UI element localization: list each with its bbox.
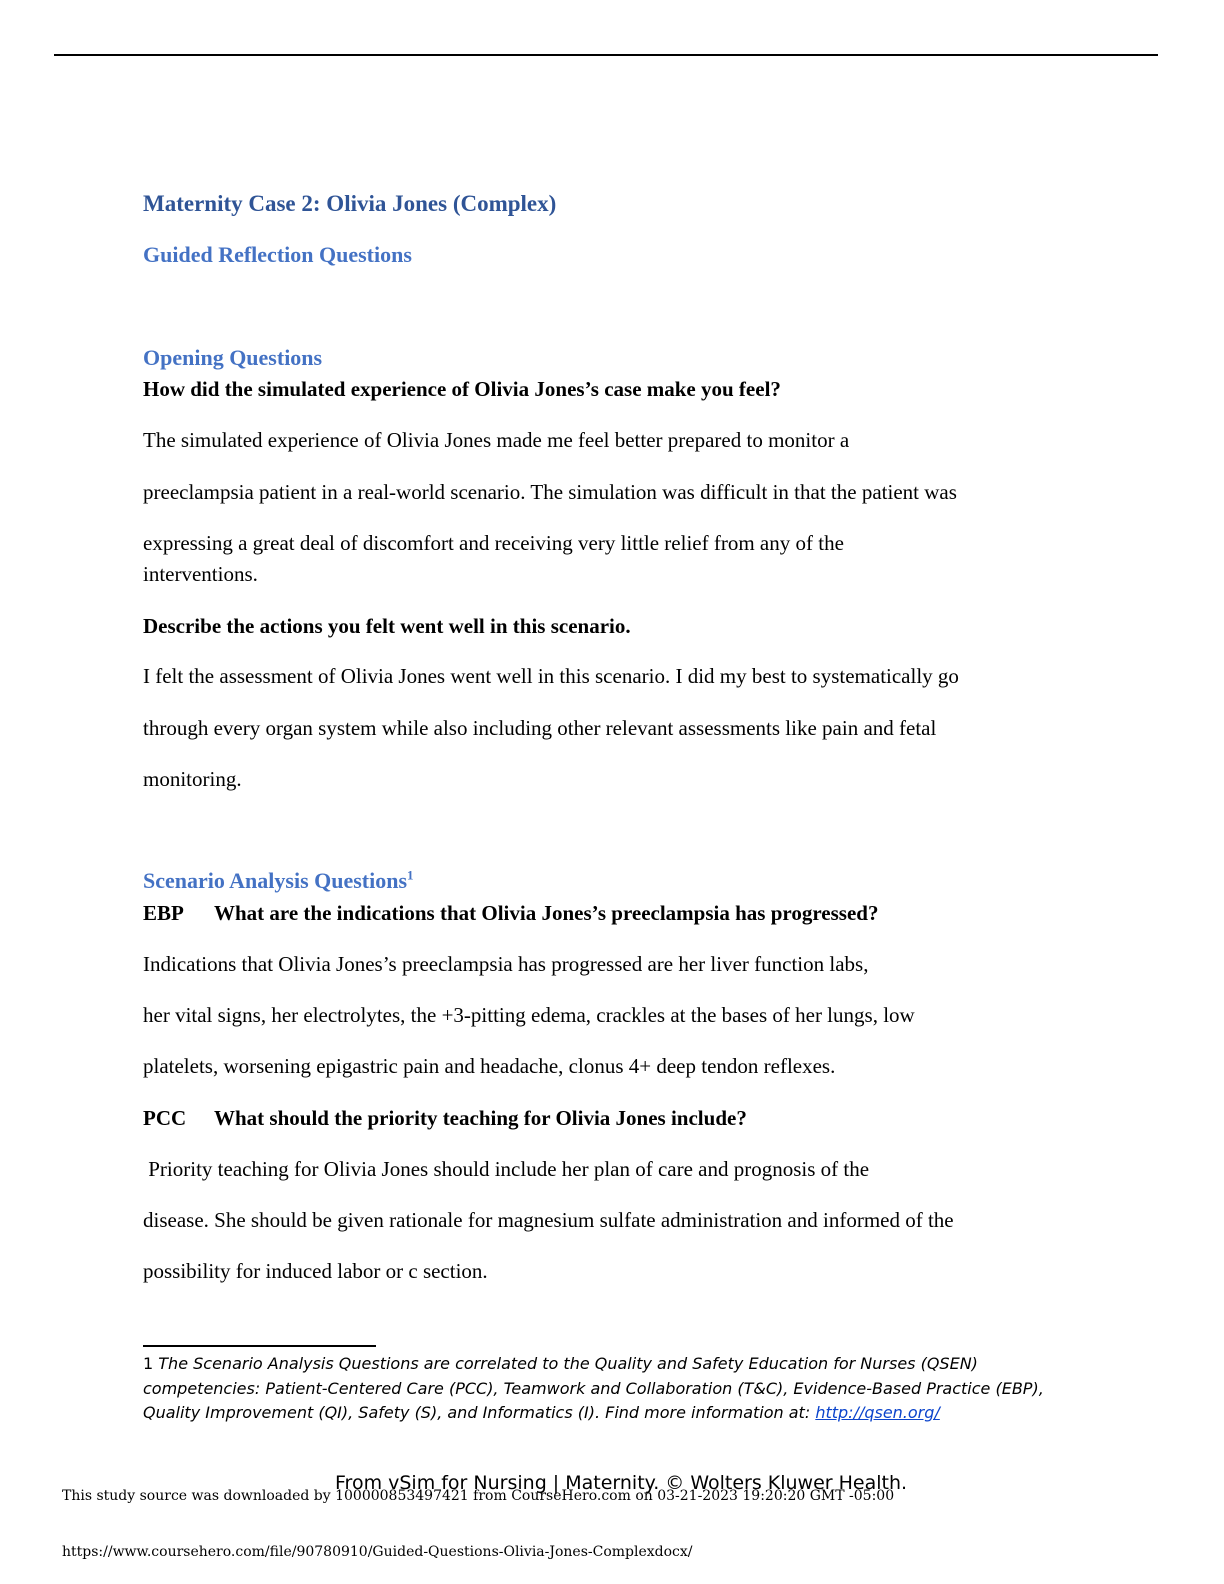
answer-line: I felt the assessment of Olivia Jones went well in this scenario. I did my best to systematically go bbox=[143, 664, 959, 688]
opening-question-2: Describe the actions you felt went well in this scenario. bbox=[143, 614, 631, 638]
qsen-tag: EBP bbox=[143, 901, 184, 925]
answer-line: The simulated experience of Olivia Jones made me feel better prepared to monitor a bbox=[143, 428, 850, 452]
answer-line: platelets, worsening epigastric pain and headache, clonus 4+ deep tendon reflexes. bbox=[143, 1054, 836, 1078]
qsen-link[interactable]: http://qsen.org/ bbox=[815, 1403, 940, 1422]
scenario-question-2 bbox=[143, 1106, 747, 1131]
qsen-tag: PCC bbox=[143, 1106, 187, 1130]
answer-line: expressing a great deal of discomfort and receiving very little relief from any of the bbox=[143, 531, 844, 555]
answer-line: interventions. bbox=[143, 562, 258, 586]
source-url[interactable]: https://www.coursehero.com/file/90780910/Guided-Questions-Olivia-Jones-Complexdocx/ bbox=[62, 1544, 693, 1560]
opening-heading: Opening Questions bbox=[143, 345, 323, 370]
answer-line: through every organ system while also including other relevant assessments like pain and fetal bbox=[143, 716, 937, 740]
footer-credit: From vSim for Nursing | Maternity. © Wolters Kluwer Health. bbox=[335, 1472, 908, 1494]
header-rule bbox=[54, 54, 1158, 56]
answer-line: preeclampsia patient in a real-world scenario. The simulation was difficult in that the patient was bbox=[143, 480, 957, 504]
scenario-heading-text: Scenario Analysis Questions bbox=[143, 868, 408, 893]
page-subtitle: Guided Reflection Questions bbox=[143, 242, 412, 267]
footnote-line bbox=[143, 1354, 978, 1373]
footnote-line: competencies: Patient-Centered Care (PCC), Teamwork and Collaboration (T&C), Evidence-Based Practice (EBP), bbox=[143, 1379, 1044, 1398]
footnote-number: 1 bbox=[143, 1354, 154, 1373]
question-text: What are the indications that Olivia Jones’s preeclampsia has progressed? bbox=[214, 901, 879, 925]
answer-line: monitoring. bbox=[143, 767, 242, 791]
footnote-text: The Scenario Analysis Questions are correlated to the Quality and Safety Education for Nurses (QSEN) bbox=[158, 1354, 978, 1373]
answer-line: disease. She should be given rationale for magnesium sulfate administration and informed of the bbox=[143, 1208, 954, 1232]
footnote-line bbox=[143, 1403, 940, 1422]
scenario-heading bbox=[143, 868, 414, 894]
answer-line: possibility for induced labor or c section. bbox=[143, 1259, 488, 1283]
footnote-reference: 1 bbox=[407, 867, 414, 883]
footnote-separator bbox=[143, 1345, 376, 1347]
footnote-text: Quality Improvement (QI), Safety (S), and Informatics (I). Find more information at: bbox=[143, 1403, 816, 1422]
source-notice: This study source was downloaded by 100000853497421 from CourseHero.com on 03-21-2023 19:20:20 GMT -05:00 bbox=[62, 1488, 895, 1504]
answer-line: Indications that Olivia Jones’s preeclampsia has progressed are her liver function labs, bbox=[143, 952, 869, 976]
page-title: Maternity Case 2: Olivia Jones (Complex) bbox=[143, 191, 557, 216]
scenario-question-1 bbox=[143, 901, 878, 926]
answer-line: Priority teaching for Olivia Jones should include her plan of care and prognosis of the bbox=[143, 1157, 870, 1181]
opening-question-1: How did the simulated experience of Olivia Jones’s case make you feel? bbox=[143, 377, 781, 401]
answer-line: her vital signs, her electrolytes, the +3-pitting edema, crackles at the bases of her lungs, low bbox=[143, 1003, 915, 1027]
question-text: What should the priority teaching for Olivia Jones include? bbox=[214, 1106, 747, 1130]
